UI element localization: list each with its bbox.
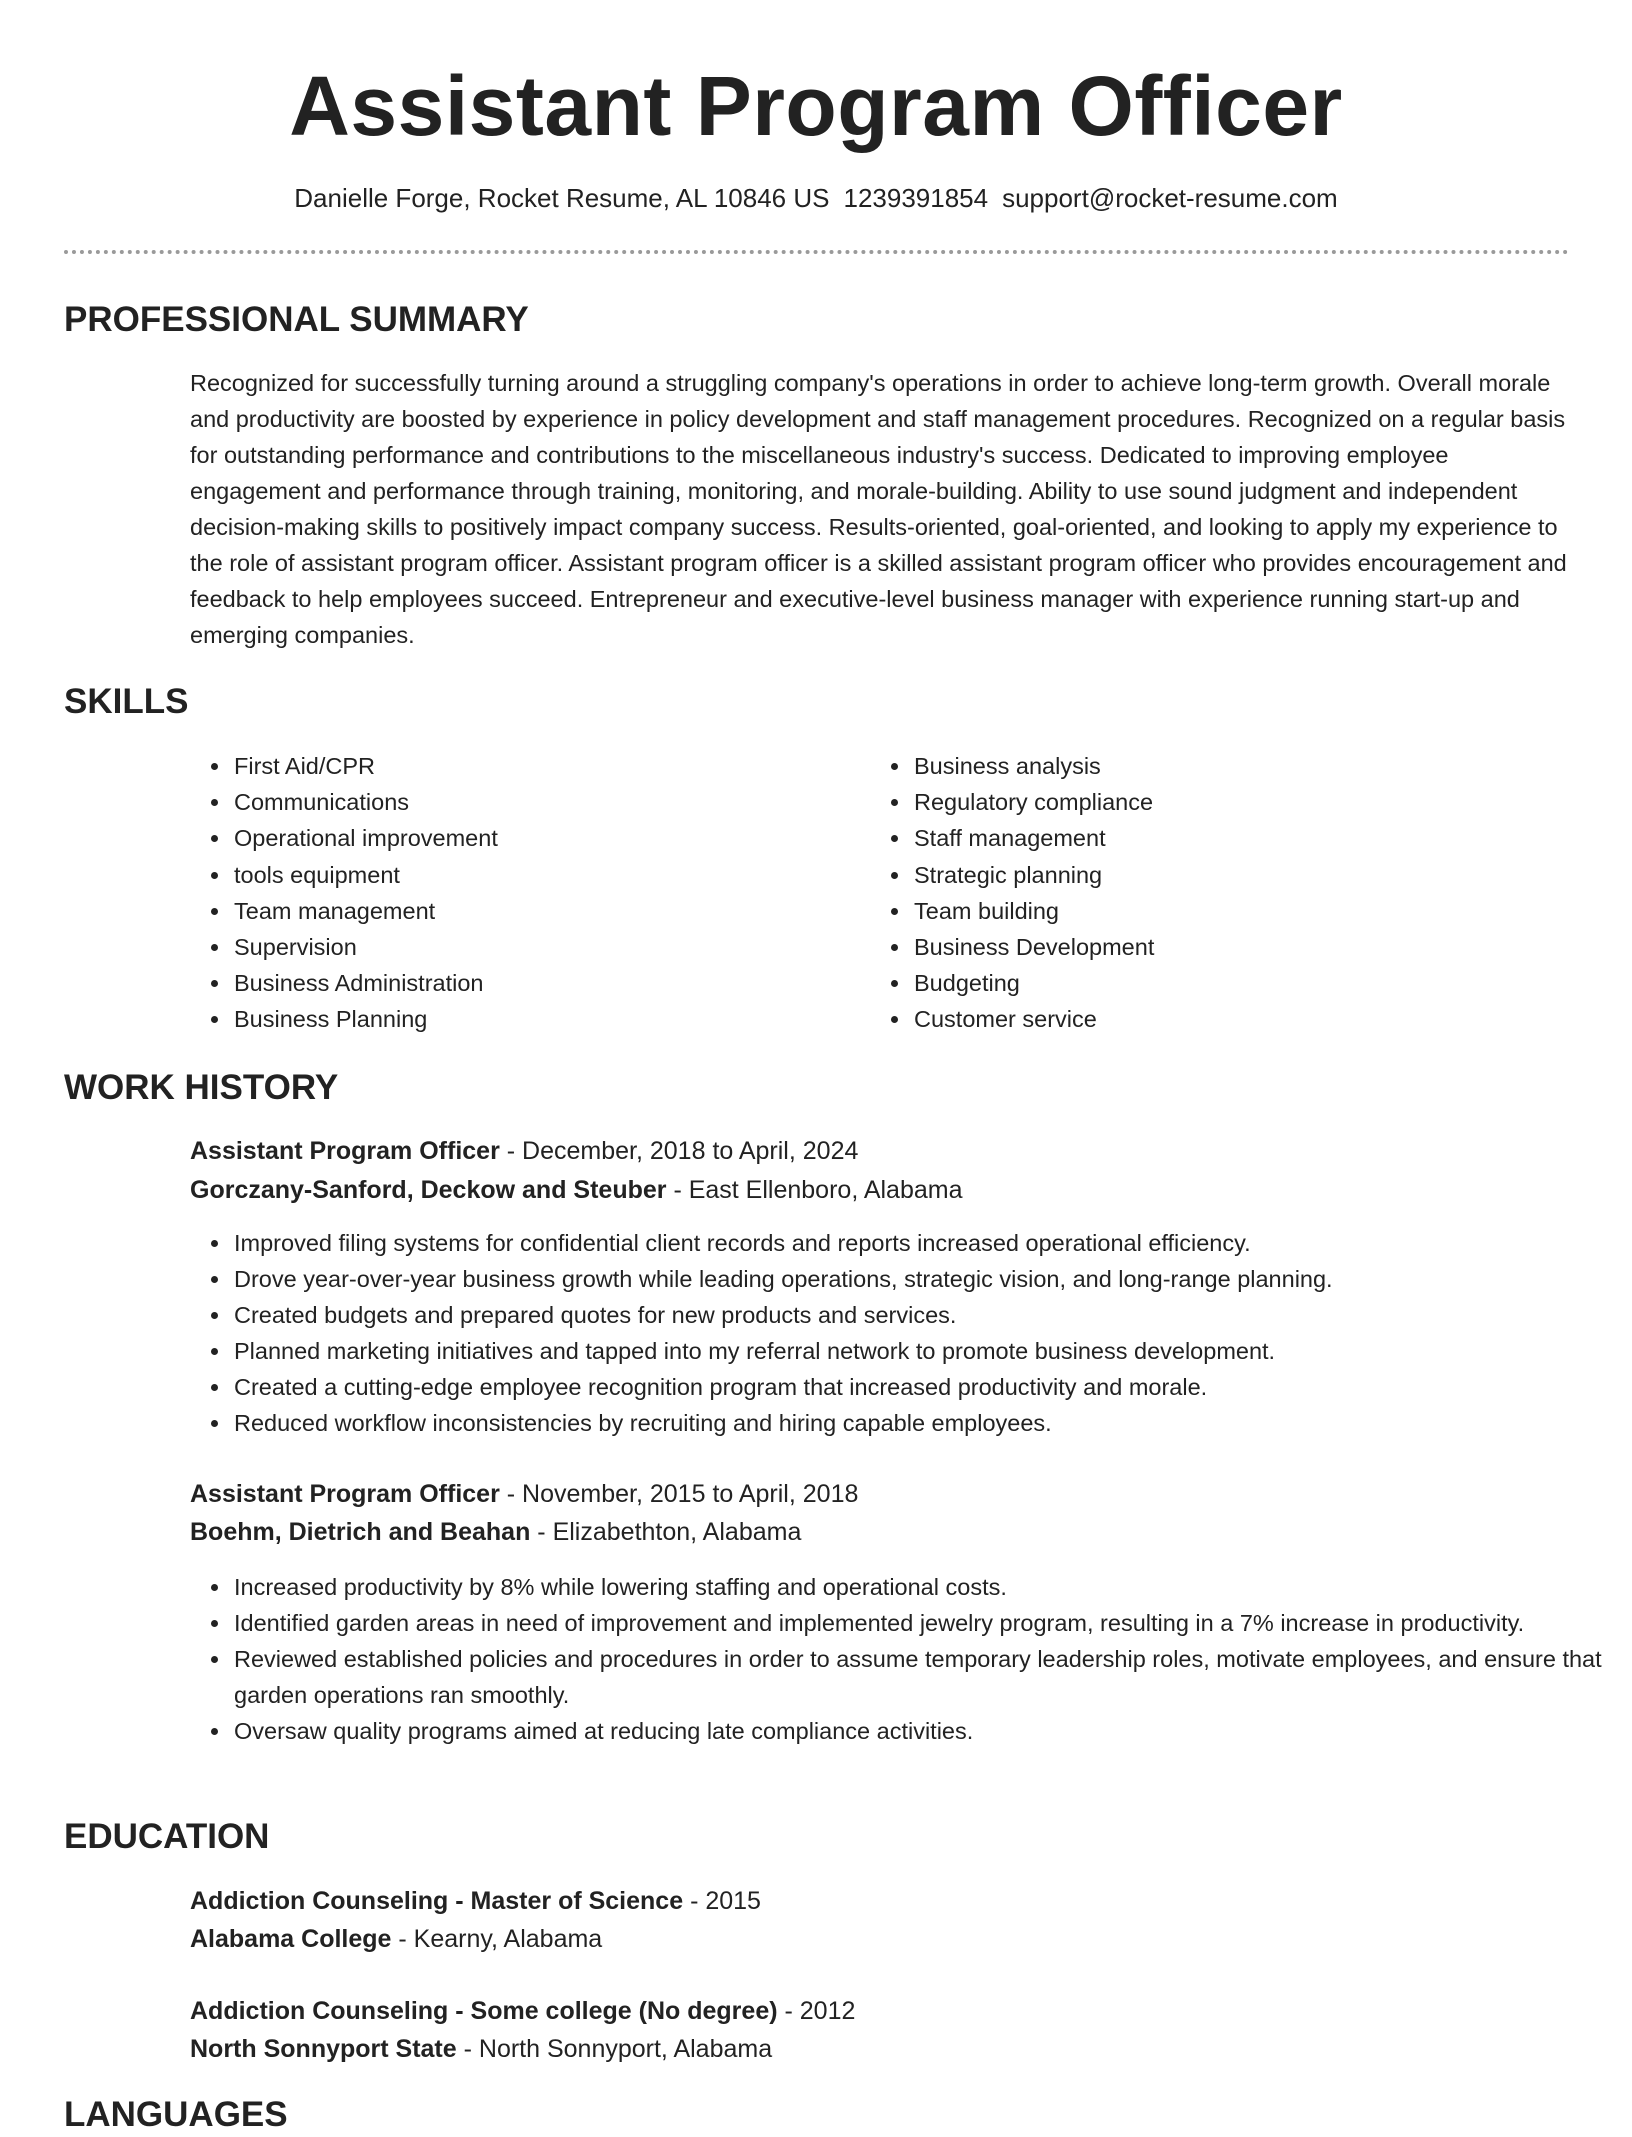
job-bullet: • Created budgets and prepared quotes for new products and services. xyxy=(232,1297,1602,1333)
header-divider xyxy=(64,250,1569,254)
contact-phone: 1239391854 xyxy=(843,183,989,213)
section-heading-skills: SKILLS xyxy=(64,682,189,721)
skills-list-right xyxy=(870,748,1154,1038)
job-bullets xyxy=(190,1225,1602,1441)
education-school: North Sonnyport State xyxy=(190,2035,457,2063)
skill-item: • Team management xyxy=(232,893,498,929)
job-bullet: • Created a cutting-edge employee recognition program that increased productivity and morale. xyxy=(232,1369,1602,1405)
summary-text: Recognized for successfully turning around a struggling company's operations in order to achieve long-term growth. Overall morale and productivity are boosted by experience in policy development and staff management procedures. Recognized on a regular basis for outstanding performance and contributions to the miscellaneous industry's success. Dedicated to improving employee engagement and performance through training, monitoring, and morale-building. Ability to use sound judgment and independent decision-making skills to positively impact company success. Results-oriented, goal-oriented, and looking to apply my experience to the role of assistant program officer. Assistant program officer is a skilled assistant program officer who provides encouragement and feedback to help employees succeed. Entrepreneur and executive-level business manager with experience running start-up and emerging companies. xyxy=(190,370,1567,648)
job-bullets xyxy=(190,1569,1602,1749)
job-title: Assistant Program Officer xyxy=(190,1480,500,1508)
job-bullet: • Increased productivity by 8% while lowering staffing and operational costs. xyxy=(232,1569,1602,1605)
education-school: Alabama College xyxy=(190,1925,392,1953)
skill-item: • Business analysis xyxy=(912,748,1154,784)
skill-item: • Regulatory compliance xyxy=(912,784,1154,820)
education-year: - 2012 xyxy=(777,1997,856,2025)
job-bullet: • Reviewed established policies and procedures in order to assume temporary leadership roles, motivate employees, and ensure that garden operations ran smoothly. xyxy=(232,1641,1602,1713)
education-degree-line xyxy=(190,1882,761,1920)
job-title: Assistant Program Officer xyxy=(190,1137,500,1165)
skill-item: • Budgeting xyxy=(912,965,1154,1001)
job-location: - Elizabethton, Alabama xyxy=(530,1518,802,1546)
job-dates: - December, 2018 to April, 2024 xyxy=(499,1137,859,1165)
skill-item: • Business Administration xyxy=(232,965,498,1001)
job-dates: - November, 2015 to April, 2018 xyxy=(499,1480,859,1508)
contact-line xyxy=(0,180,1632,216)
skill-item: • Customer service xyxy=(912,1001,1154,1037)
job-bullet: • Drove year-over-year business growth while leading operations, strategic vision, and long-range planning. xyxy=(232,1261,1602,1297)
section-heading-education: EDUCATION xyxy=(64,1817,270,1856)
contact-email: support@rocket-resume.com xyxy=(1002,183,1338,213)
job-company: Boehm, Dietrich and Beahan xyxy=(190,1518,531,1546)
job-company-line xyxy=(190,1171,963,1209)
resume-title: Assistant Program Officer xyxy=(289,59,1343,153)
job-bullet: • Planned marketing initiatives and tapped into my referral network to promote business development. xyxy=(232,1333,1602,1369)
job-location: - East Ellenboro, Alabama xyxy=(666,1176,963,1204)
job-title-line xyxy=(190,1132,858,1170)
skill-item: • Business Development xyxy=(912,929,1154,965)
job-bullet: • Improved filing systems for confidential client records and reports increased operational efficiency. xyxy=(232,1225,1602,1261)
education-location: - Kearny, Alabama xyxy=(391,1925,603,1953)
job-bullet: • Oversaw quality programs aimed at reducing late compliance activities. xyxy=(232,1713,1602,1749)
contact-address: Danielle Forge, Rocket Resume, AL 10846 US xyxy=(294,183,830,213)
skill-item: • tools equipment xyxy=(232,857,498,893)
job-company-line xyxy=(190,1513,801,1551)
skill-item: • Strategic planning xyxy=(912,857,1154,893)
section-heading-summary: PROFESSIONAL SUMMARY xyxy=(64,300,529,339)
education-school-line xyxy=(190,1920,602,1958)
job-company: Gorczany-Sanford, Deckow and Steuber xyxy=(190,1176,667,1204)
education-degree: Addiction Counseling - Some college (No degree) xyxy=(190,1997,778,2025)
skill-item: • Business Planning xyxy=(232,1001,498,1037)
skill-item: • Supervision xyxy=(232,929,498,965)
education-year: - 2015 xyxy=(683,1887,761,1915)
skills-list-left xyxy=(190,748,498,1038)
section-heading-work-history: WORK HISTORY xyxy=(64,1068,339,1107)
job-bullet: • Identified garden areas in need of improvement and implemented jewelry program, resulting in a 7% increase in productivity. xyxy=(232,1605,1602,1641)
job-title-line xyxy=(190,1475,858,1513)
skill-item: • Operational improvement xyxy=(232,820,498,856)
job-bullet: • Reduced workflow inconsistencies by recruiting and hiring capable employees. xyxy=(232,1405,1602,1441)
skill-item: • Staff management xyxy=(912,820,1154,856)
skill-item: • Team building xyxy=(912,893,1154,929)
section-heading-languages: LANGUAGES xyxy=(64,2095,288,2134)
education-degree: Addiction Counseling - Master of Science xyxy=(190,1887,684,1915)
education-school-line xyxy=(190,2030,772,2068)
skill-item: • First Aid/CPR xyxy=(232,748,498,784)
skill-item: • Communications xyxy=(232,784,498,820)
education-location: - North Sonnyport, Alabama xyxy=(456,2035,773,2063)
education-degree-line xyxy=(190,1992,855,2030)
